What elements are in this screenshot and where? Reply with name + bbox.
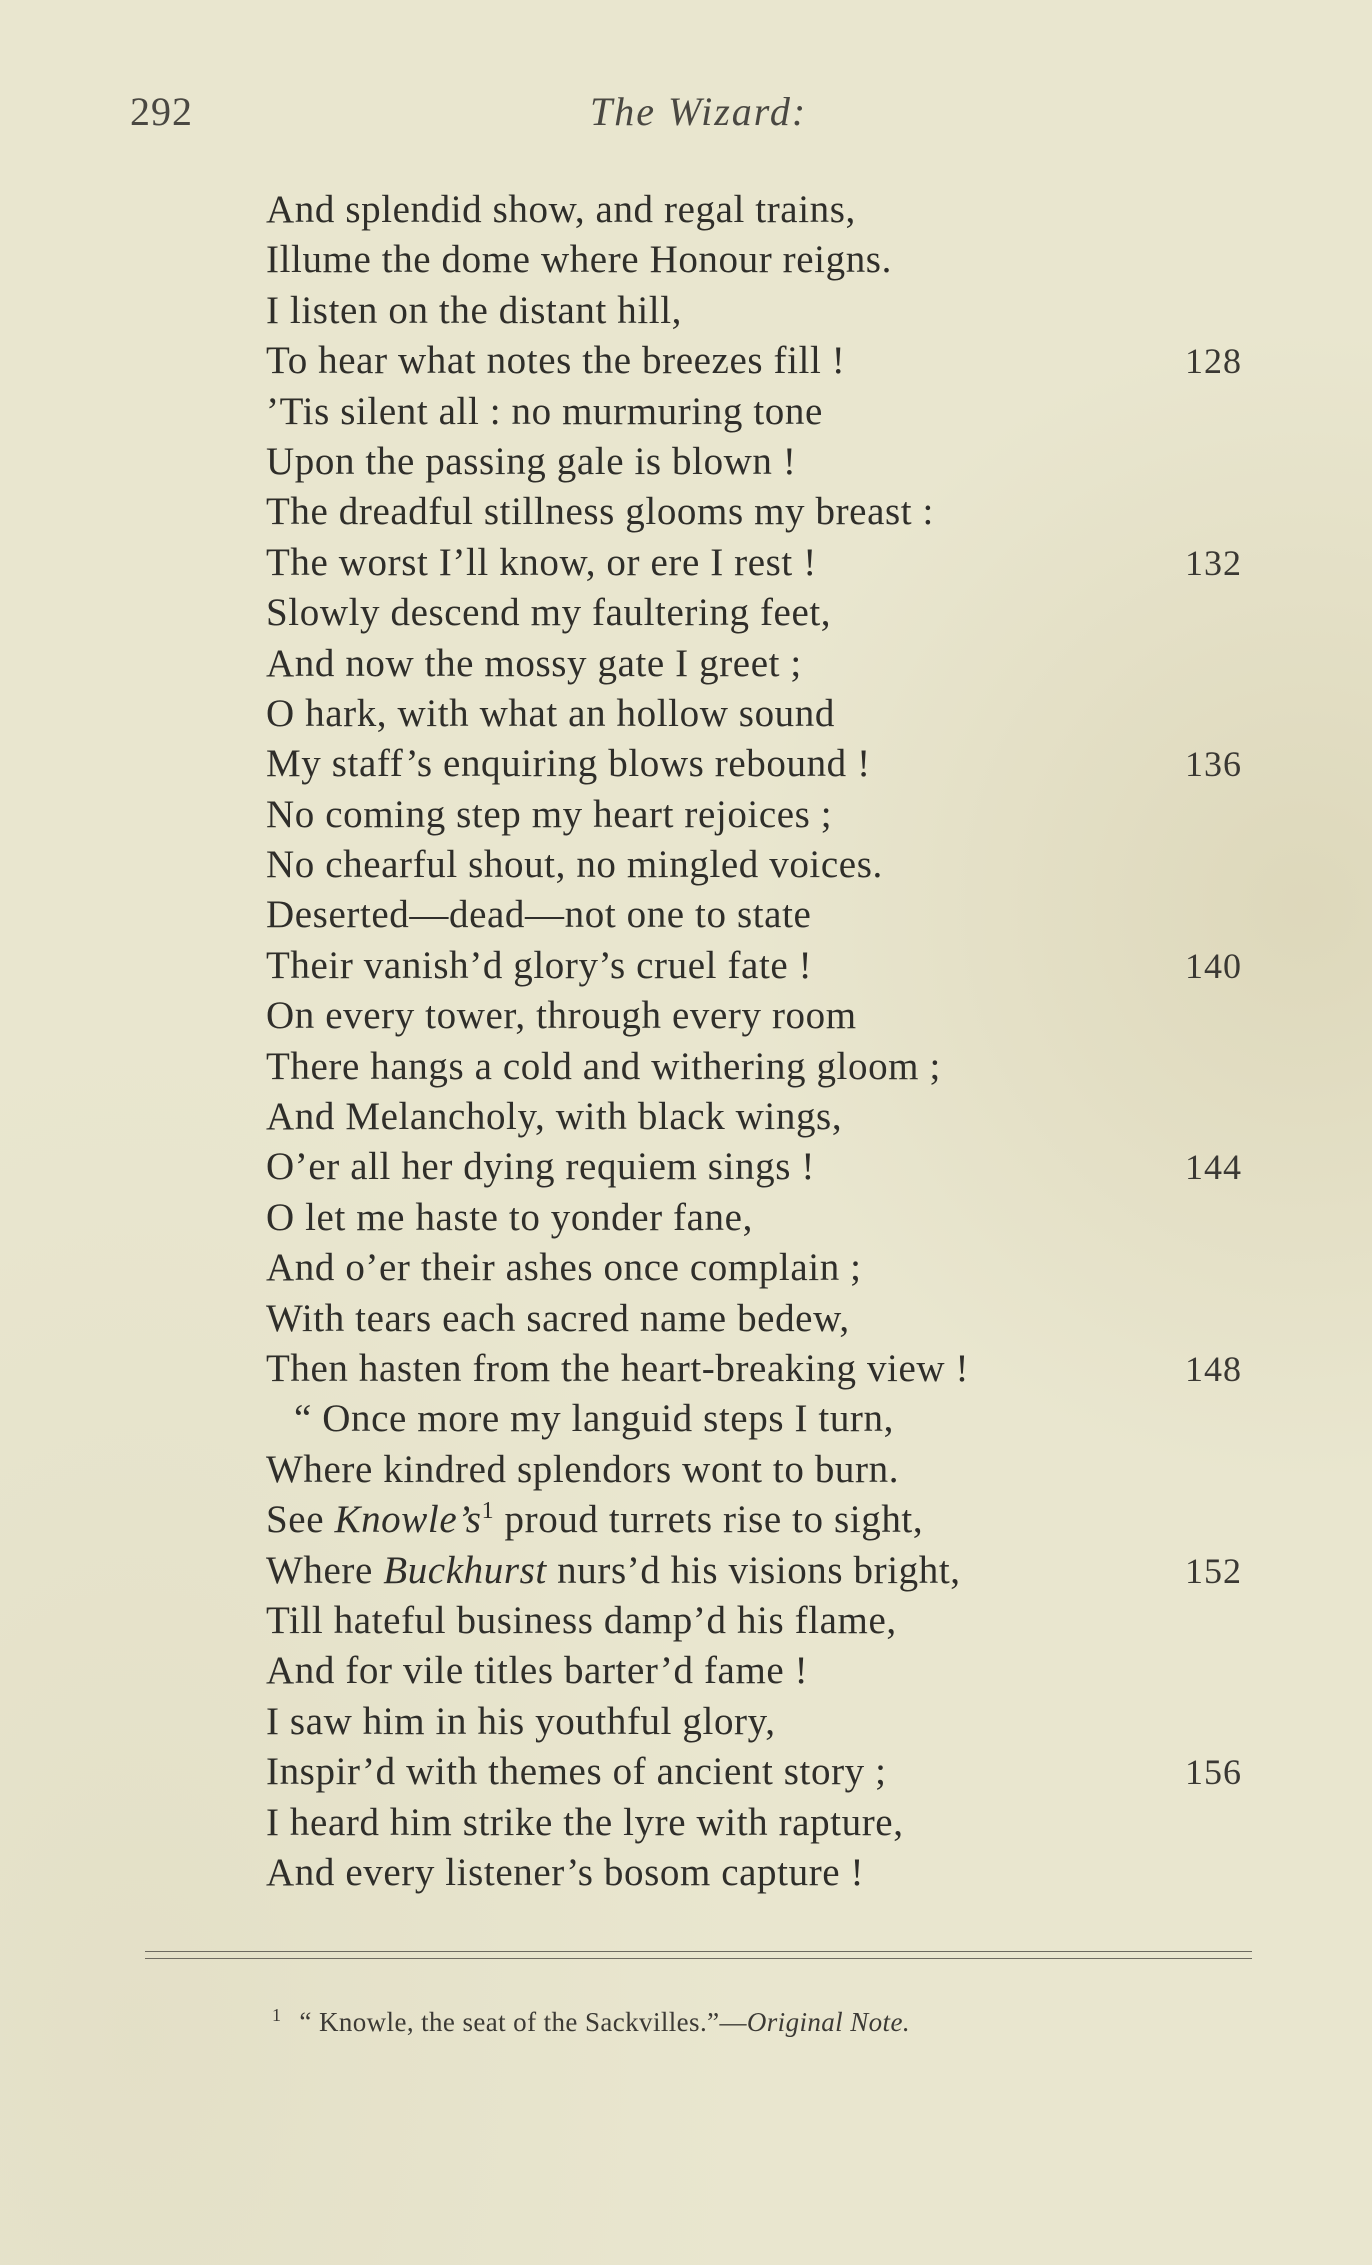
- line-number: 128: [1185, 341, 1242, 382]
- line-segment: Where: [266, 1548, 384, 1592]
- poem-line-text: To hear what notes the breezes fill !: [266, 339, 846, 383]
- poem-line-text: [266, 1546, 961, 1596]
- poem-line-text: O hark, with what an hollow sound: [266, 691, 835, 735]
- poem-line: [0, 1243, 1372, 1293]
- poem-line-text: I listen on the distant hill,: [266, 288, 683, 332]
- poem-line-text: The dreadful stillness glooms my breast :: [266, 490, 934, 534]
- poem-line: [0, 739, 1372, 789]
- poem-line-text: Slowly descend my faultering feet,: [266, 591, 832, 635]
- poem-line: [0, 235, 1372, 285]
- poem-line: [0, 1697, 1372, 1747]
- poem-line-text: [266, 1495, 923, 1545]
- poem-line-text: O let me haste to yonder fane,: [266, 1195, 753, 1239]
- poem-line: [0, 1092, 1372, 1142]
- page-number: 292: [130, 89, 193, 134]
- line-number: 156: [1185, 1752, 1242, 1793]
- poem-line-text: My staff’s enquiring blows rebound !: [266, 742, 871, 786]
- running-title: The Wizard:: [590, 89, 808, 134]
- poem-line-text: And Melancholy, with black wings,: [266, 1095, 843, 1139]
- line-number: 144: [1185, 1147, 1242, 1188]
- poem-line-text: O’er all her dying requiem sings !: [266, 1145, 815, 1189]
- poem-line-text: Then hasten from the heart-breaking view !: [266, 1346, 970, 1390]
- line-number: 136: [1185, 744, 1242, 785]
- poem-body: [0, 185, 1372, 1898]
- poem-line-text: The worst I’ll know, or ere I rest !: [266, 540, 817, 584]
- poem-line: [0, 1193, 1372, 1243]
- poem-line: [0, 1747, 1372, 1797]
- poem-line-text: On every tower, through every room: [266, 994, 857, 1038]
- footnote: [272, 2005, 910, 2038]
- poem-line-text: Deserted—dead—not one to state: [266, 893, 812, 937]
- poem-line: [0, 1142, 1372, 1192]
- poem-line: [0, 286, 1372, 336]
- poem-line: [0, 1646, 1372, 1696]
- poem-line: [0, 890, 1372, 940]
- poem-line: [0, 639, 1372, 689]
- running-head: [0, 88, 1372, 148]
- poem-line-text: Upon the passing gale is blown !: [266, 439, 797, 483]
- poem-line: [0, 689, 1372, 739]
- poem-line-text: Where kindred splendors wont to burn.: [266, 1447, 900, 1491]
- line-number: 132: [1185, 542, 1242, 583]
- poem-line: [0, 840, 1372, 890]
- poem-line: [0, 1344, 1372, 1394]
- line-number: 152: [1185, 1550, 1242, 1591]
- poem-line-text: Their vanish’d glory’s cruel fate !: [266, 943, 813, 987]
- poem-line-text: And o’er their ashes once complain ;: [266, 1246, 862, 1290]
- poem-line: [0, 1394, 1372, 1444]
- poem-line-text: There hangs a cold and withering gloom ;: [266, 1044, 941, 1088]
- poem-line: [0, 336, 1372, 386]
- poem-line: [0, 1495, 1372, 1545]
- poem-line-text: I saw him in his youthful glory,: [266, 1699, 776, 1743]
- footnote-reference: 1: [481, 1498, 495, 1525]
- poem-line: [0, 1798, 1372, 1848]
- poem-line: [0, 588, 1372, 638]
- poem-line: [0, 1546, 1372, 1596]
- footnote-text: “ Knowle, the seat of the Sackvilles.”—: [299, 2007, 747, 2037]
- poem-line-text: No coming step my heart rejoices ;: [266, 792, 833, 836]
- poem-line: [0, 1042, 1372, 1092]
- line-segment: proud turrets rise to sight,: [494, 1498, 924, 1542]
- poem-line: [0, 1848, 1372, 1898]
- poem-line-text: And for vile titles barter’d fame !: [266, 1649, 809, 1693]
- poem-line-text: I heard him strike the lyre with rapture,: [266, 1800, 904, 1844]
- poem-line-text: And every listener’s bosom capture !: [266, 1850, 865, 1894]
- italic-name-buckhurst: Buckhurst: [383, 1548, 547, 1592]
- footnote-mark: 1: [272, 2005, 282, 2025]
- poem-line-text: Inspir’d with themes of ancient story ;: [266, 1750, 887, 1794]
- poem-line: [0, 437, 1372, 487]
- footnote-source: Original Note.: [746, 2007, 910, 2037]
- poem-line: [0, 991, 1372, 1041]
- poem-line-text: Till hateful business damp’d his flame,: [266, 1598, 897, 1642]
- poem-line-text: And splendid show, and regal trains,: [266, 188, 856, 231]
- poem-line: [0, 941, 1372, 991]
- poem-line-text: ’Tis silent all : no murmuring tone: [266, 389, 823, 433]
- line-segment: nurs’d his visions bright,: [546, 1548, 961, 1592]
- poem-line: [0, 790, 1372, 840]
- poem-line: [0, 487, 1372, 537]
- italic-name-knowles: Knowle’s: [334, 1498, 482, 1542]
- poem-line: [0, 185, 1372, 235]
- poem-line-text: Illume the dome where Honour reigns.: [266, 238, 892, 282]
- footnote-rule: [145, 1951, 1252, 1952]
- poem-line-text: And now the mossy gate I greet ;: [266, 641, 802, 685]
- footnote-rule-secondary: [145, 1958, 1252, 1959]
- poem-line: [0, 538, 1372, 588]
- poem-line-text: “ Once more my languid steps I turn,: [294, 1397, 894, 1441]
- poem-line-text: With tears each sacred name bedew,: [266, 1296, 850, 1340]
- line-number: 148: [1185, 1348, 1242, 1389]
- poem-line: [0, 1445, 1372, 1495]
- poem-line: [0, 1596, 1372, 1646]
- line-number: 140: [1185, 945, 1242, 986]
- poem-line: [0, 1294, 1372, 1344]
- poem-line: [0, 387, 1372, 437]
- line-segment: See: [266, 1498, 335, 1542]
- poem-line-text: No chearful shout, no mingled voices.: [266, 843, 883, 887]
